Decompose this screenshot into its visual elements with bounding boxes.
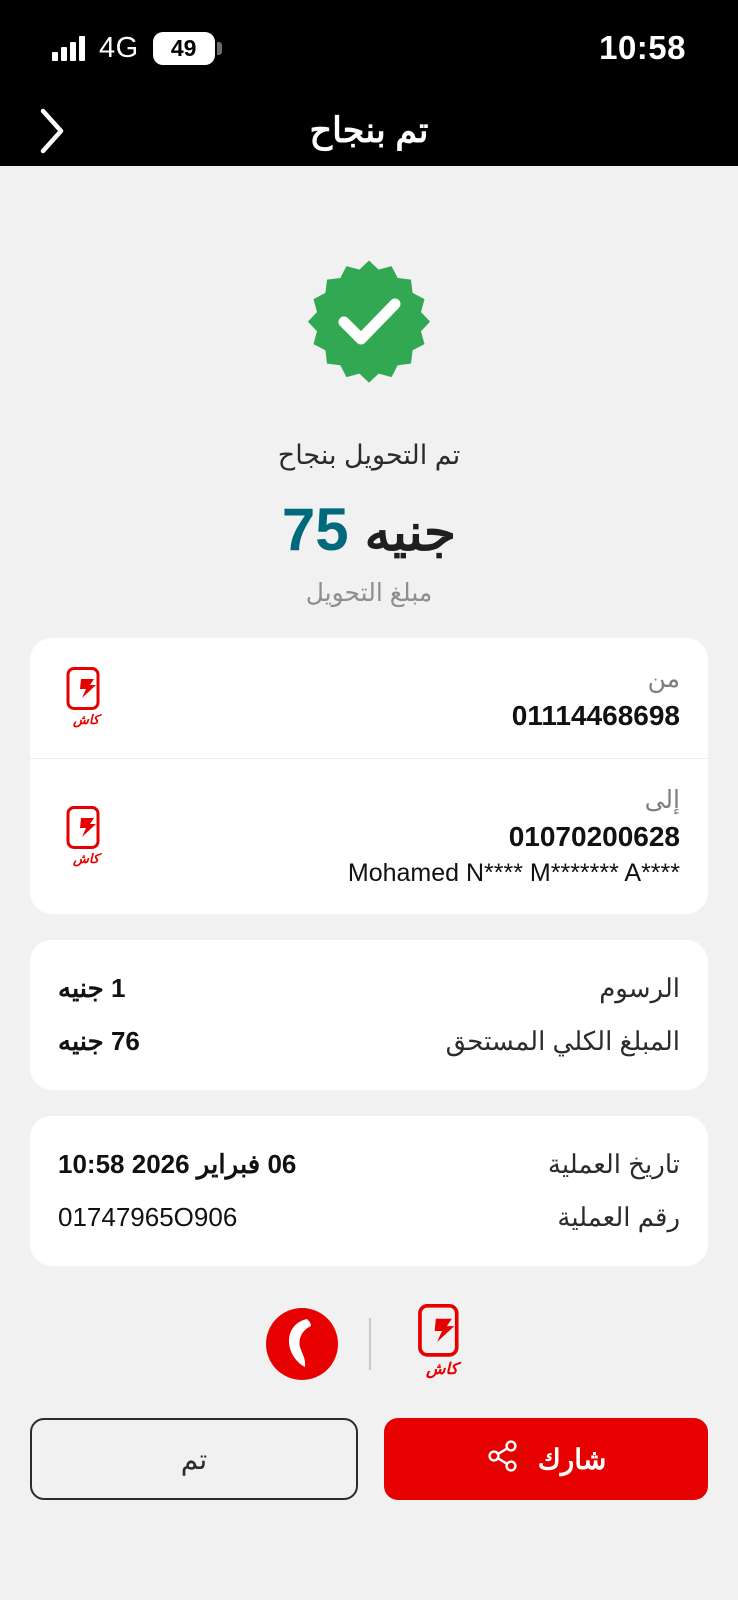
share-icon <box>486 1439 520 1480</box>
total-row <box>58 1015 680 1068</box>
fees-value: 1 جنيه <box>58 973 126 1003</box>
transaction-card <box>30 1116 708 1266</box>
status-time: 10:58 <box>599 29 686 66</box>
vodafone-cash-icon <box>58 665 114 731</box>
svg-text:كاش: كاش <box>72 712 100 727</box>
battery-level-label: 49 <box>170 34 197 61</box>
signal-bars-icon <box>52 35 85 61</box>
fees-card <box>30 940 708 1090</box>
amount-value: 75 <box>281 496 349 563</box>
share-button-label: شارك <box>537 1443 607 1475</box>
fees-row <box>58 962 680 1015</box>
battery-icon <box>153 32 215 65</box>
status-bar <box>0 0 738 96</box>
page-title: تم بنجاح <box>309 111 429 150</box>
party-texts <box>134 785 680 888</box>
svg-text:كاش: كاش <box>426 1360 458 1378</box>
action-buttons <box>30 1418 708 1534</box>
transaction-id-row <box>58 1191 680 1244</box>
brand-divider <box>369 1318 371 1370</box>
transaction-date-label: تاريخ العملية <box>547 1149 680 1179</box>
main-content <box>0 166 738 1600</box>
vodafone-logo-icon <box>265 1307 339 1381</box>
transaction-date-value: 06 فبراير 2026 10:58 <box>58 1149 297 1179</box>
amount-label: مبلغ التحويل <box>305 579 433 607</box>
party-name: Mohamed N**** M******* A**** <box>347 859 680 887</box>
success-check-badge-icon <box>306 258 432 384</box>
party-row-from <box>30 638 708 758</box>
transaction-date-row <box>58 1138 680 1191</box>
status-indicators <box>52 32 215 65</box>
network-type-label: 4G <box>99 31 139 64</box>
chevron-right-icon[interactable] <box>30 109 74 153</box>
party-texts <box>134 664 680 732</box>
done-button-label: تم <box>180 1443 208 1475</box>
nav-bar <box>0 96 738 166</box>
amount-currency: جنيه <box>364 504 457 562</box>
party-row-to <box>30 758 708 914</box>
total-value: 76 جنيه <box>58 1026 140 1056</box>
fees-label: الرسوم <box>599 973 680 1003</box>
party-label: إلى <box>644 786 680 814</box>
done-button[interactable] <box>30 1418 358 1500</box>
share-button[interactable] <box>384 1418 708 1500</box>
success-message: تم التحويل بنجاح <box>277 440 461 470</box>
svg-text:كاش: كاش <box>72 850 100 866</box>
party-number: 01114468698 <box>511 700 680 731</box>
amount-row <box>30 495 708 564</box>
party-number: 01070200628 <box>508 821 680 852</box>
party-label: من <box>647 665 680 693</box>
vodafone-cash-icon <box>58 804 114 870</box>
vodafone-cash-logo-icon <box>401 1304 473 1384</box>
transaction-id-value: 01747965O906 <box>58 1202 238 1232</box>
total-label: المبلغ الكلي المستحق <box>445 1026 680 1056</box>
brand-footer <box>30 1302 708 1386</box>
transaction-id-label: رقم العملية <box>557 1202 680 1232</box>
parties-card <box>30 638 708 914</box>
